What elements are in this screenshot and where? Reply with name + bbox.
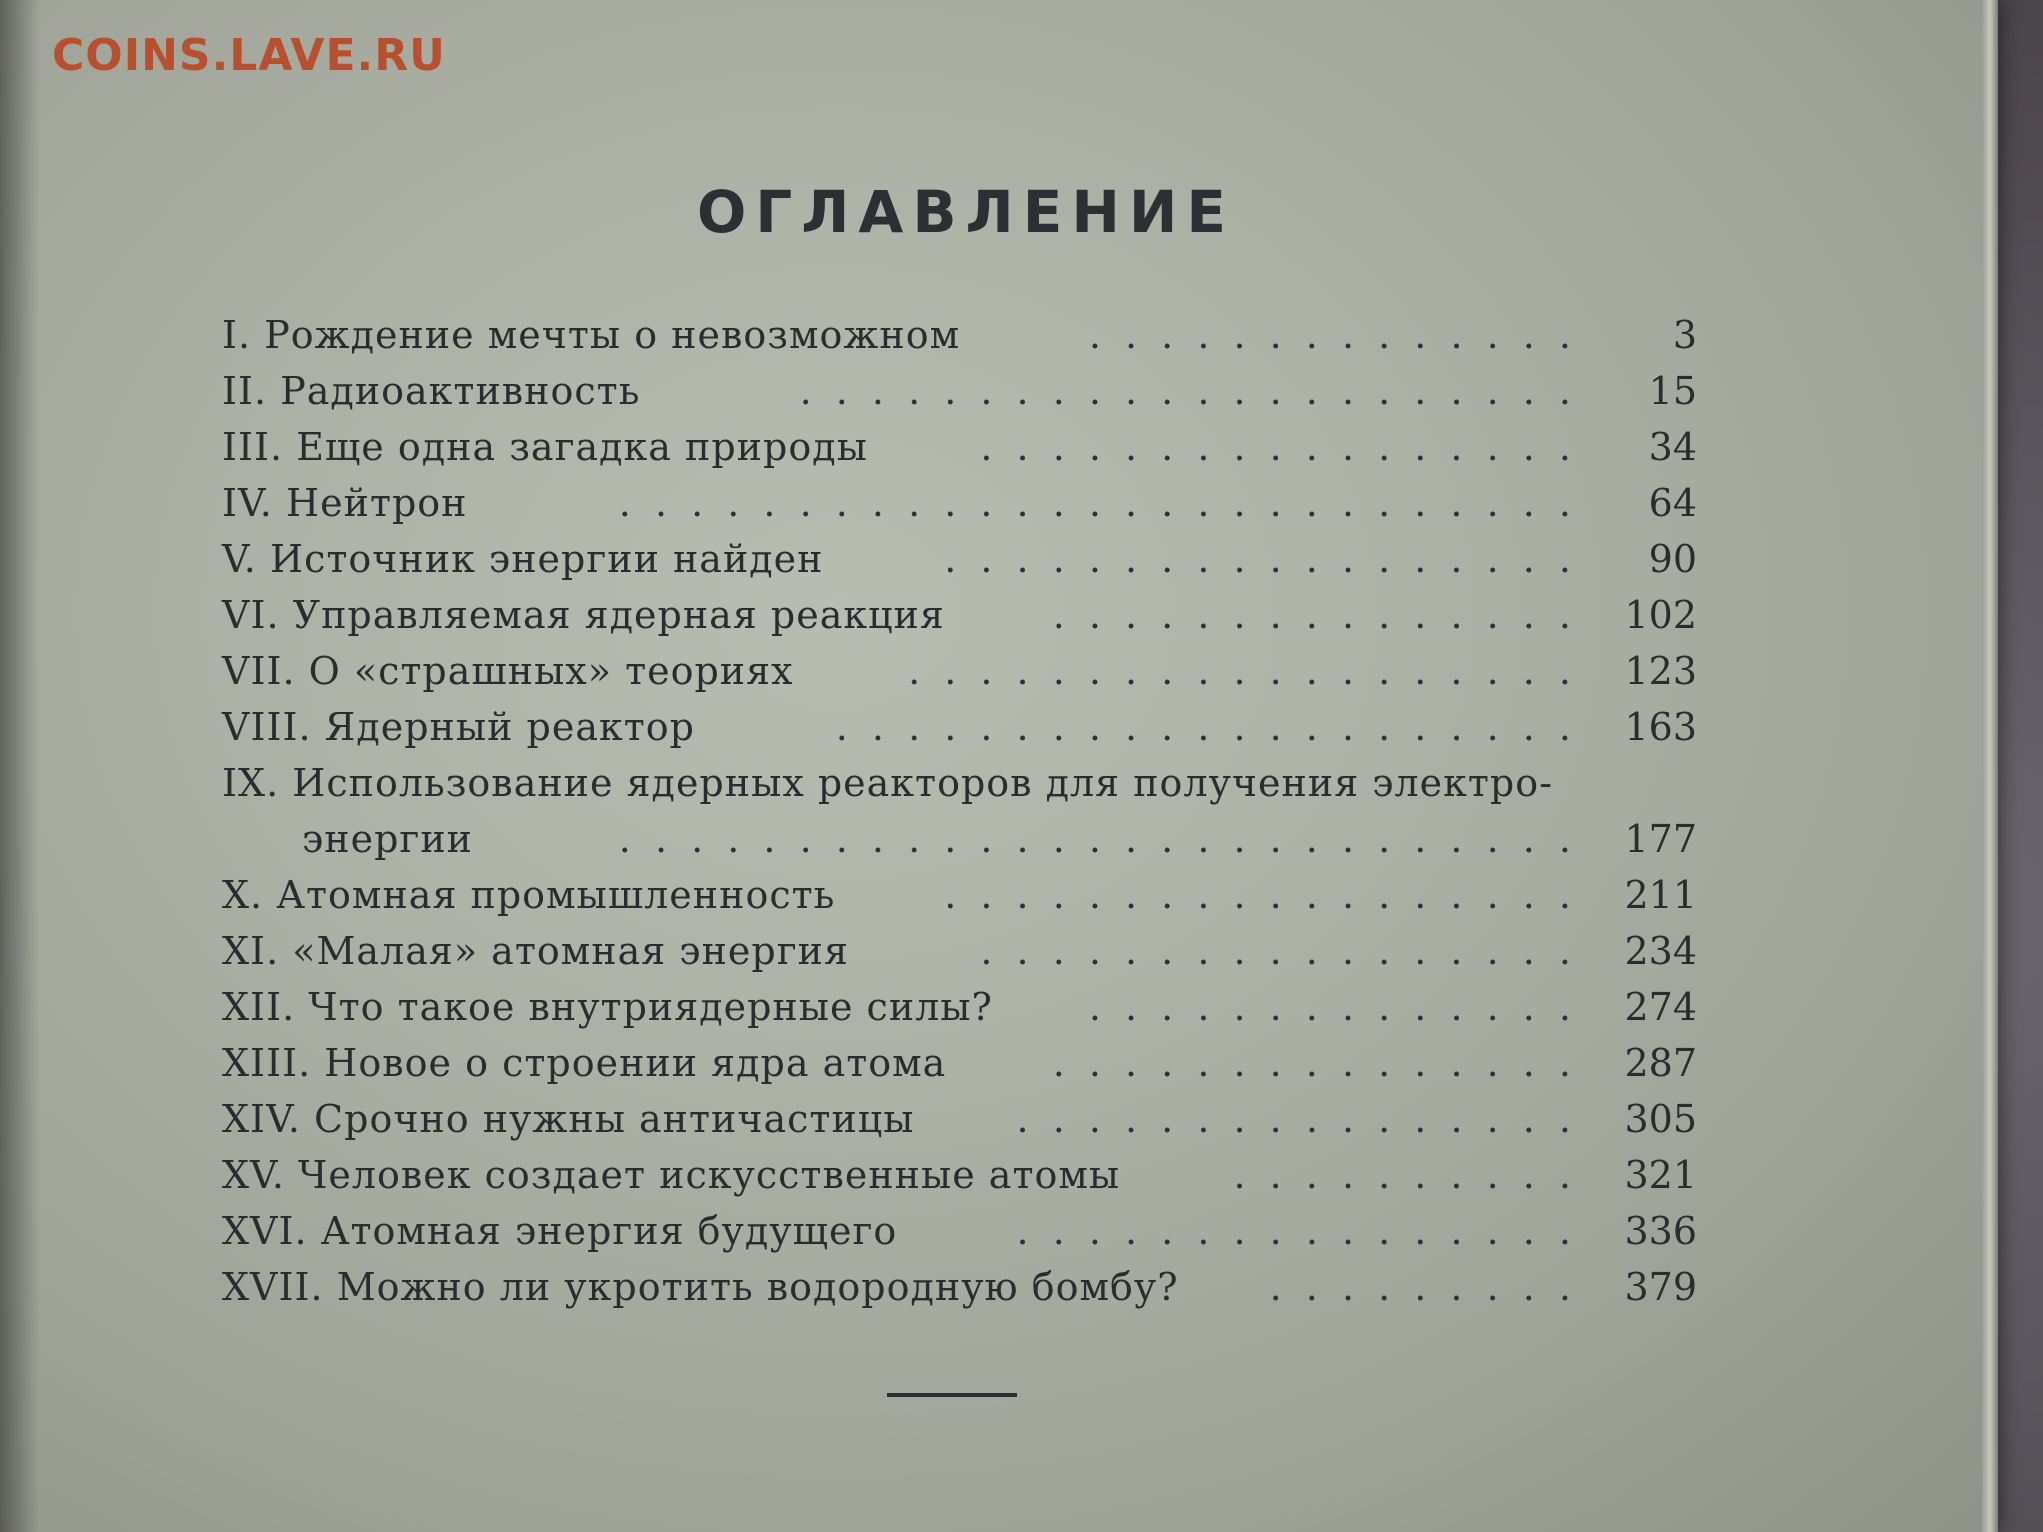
chapter-title: Нейтрон [285,481,468,525]
chapter-title: «Малая» атомная энергия [292,929,849,973]
toc-entry [222,979,1697,1035]
chapter-number: III. [222,425,284,469]
chapter-title: Использование ядерных реакторов для получения электро- [292,761,1553,805]
chapter-title: Человек создает искусственные атомы [298,1153,1121,1197]
page-number: 177 [1624,817,1697,861]
chapter-number: XVI. [222,1209,308,1253]
chapter-title: Можно ли укротить водородную бомбу? [336,1265,1179,1309]
toc-entry [222,1259,1697,1315]
chapter-title: Атомная энергия будущего [320,1209,898,1253]
page-number: 3 [1672,313,1697,357]
dot-leader: . . . . . . . . . . . . . . . . [1016,1209,1577,1253]
chapter-number: VI. [222,593,280,637]
chapter-title: Радиоактивность [280,369,641,413]
page-number: 211 [1624,873,1697,917]
page-number: 379 [1624,1265,1697,1309]
dot-leader: . . . . . . . . . . . . . . [1088,313,1577,357]
dot-leader: . . . . . . . . . . . . . . . [1052,593,1577,637]
chapter-number: X. [222,873,264,917]
dot-leader: . . . . . . . . . . . . . . . . . [980,929,1577,973]
dot-leader: . . . . . . . . . . . . . . . . . . . . . . [799,369,1577,413]
chapter-number: IV. [222,481,273,525]
dot-leader: . . . . . . . . . . . . . . . . . . . . . [835,705,1577,749]
dot-leader: . . . . . . . . . . [1233,1153,1577,1197]
chapter-number: XIV. [222,1097,301,1141]
page-number: 34 [1648,425,1697,469]
toc-entry [222,755,1697,867]
chapter-number: XVII. [222,1265,324,1309]
chapter-number: II. [222,369,268,413]
toc-entry [222,923,1697,979]
toc-entry [222,699,1697,755]
page-number: 234 [1624,929,1697,973]
toc-entry [222,1091,1697,1147]
chapter-number: I. [222,313,252,357]
page-number: 287 [1624,1041,1697,1085]
chapter-title: Срочно нужны античастицы [314,1097,915,1141]
chapter-title: Управляемая ядерная реакция [292,593,945,637]
toc-list [222,307,1697,1315]
dot-leader: . . . . . . . . . . . . . . . [1052,1041,1577,1085]
toc-entry [222,1203,1697,1259]
toc-entry [222,867,1697,923]
dot-leader: . . . . . . . . . . . . . . . . [1016,1097,1577,1141]
toc-entry [222,587,1697,643]
page-number: 163 [1624,705,1697,749]
page-number: 102 [1624,593,1697,637]
page-gutter-shadow [0,0,40,1532]
page-number: 90 [1648,537,1697,581]
toc-entry [222,1147,1697,1203]
toc-entry [222,419,1697,475]
chapter-title: Новое о строении ядра атома [324,1041,947,1085]
dot-leader: . . . . . . . . . . . . . . [1088,985,1577,1029]
dot-leader: . . . . . . . . . . . . . . . . . . . . . . . . . . . [618,817,1577,861]
chapter-number: VIII. [222,705,312,749]
chapter-number: XII. [222,985,296,1029]
page-number: 123 [1624,649,1697,693]
toc-heading: ОГЛАВЛЕНИЕ [697,178,1236,246]
page-number: 321 [1624,1153,1697,1197]
chapter-number: XIII. [222,1041,312,1085]
chapter-title: Атомная промышленность [276,873,836,917]
toc-entry [222,475,1697,531]
toc-entry [222,531,1697,587]
chapter-number: V. [222,537,257,581]
dot-leader: . . . . . . . . . . . . . . . . . . [944,873,1577,917]
chapter-number: XV. [222,1153,285,1197]
chapter-number: XI. [222,929,280,973]
chapter-title: О «страшных» теориях [308,649,794,693]
toc-entry [222,307,1697,363]
chapter-title: Еще одна загадка природы [296,425,868,469]
dot-leader: . . . . . . . . . . . . . . . . . . . [908,649,1577,693]
page-number: 336 [1624,1209,1697,1253]
dot-leader: . . . . . . . . . [1269,1265,1577,1309]
watermark: COINS.LAVE.RU [52,30,446,81]
page-number: 274 [1624,985,1697,1029]
page-number: 15 [1648,369,1697,413]
page-number: 64 [1648,481,1697,525]
chapter-title: Ядерный реактор [324,705,695,749]
chapter-title: Источник энергии найден [269,537,824,581]
chapter-number: VII. [222,649,296,693]
toc-entry [222,1035,1697,1091]
page-edge [1982,0,1998,1532]
page-number: 305 [1624,1097,1697,1141]
dot-leader: . . . . . . . . . . . . . . . . . [980,425,1577,469]
dot-leader: . . . . . . . . . . . . . . . . . . [944,537,1577,581]
chapter-title: Рождение мечты о невозможном [264,313,961,357]
chapter-number: IX. [222,761,280,805]
closing-rule [887,1393,1017,1397]
dot-leader: . . . . . . . . . . . . . . . . . . . . . . . . . . . [618,481,1577,525]
chapter-title: Что такое внутриядерные силы? [308,985,993,1029]
toc-entry [222,363,1697,419]
toc-entry [222,643,1697,699]
chapter-title-continuation: энергии [302,817,473,861]
